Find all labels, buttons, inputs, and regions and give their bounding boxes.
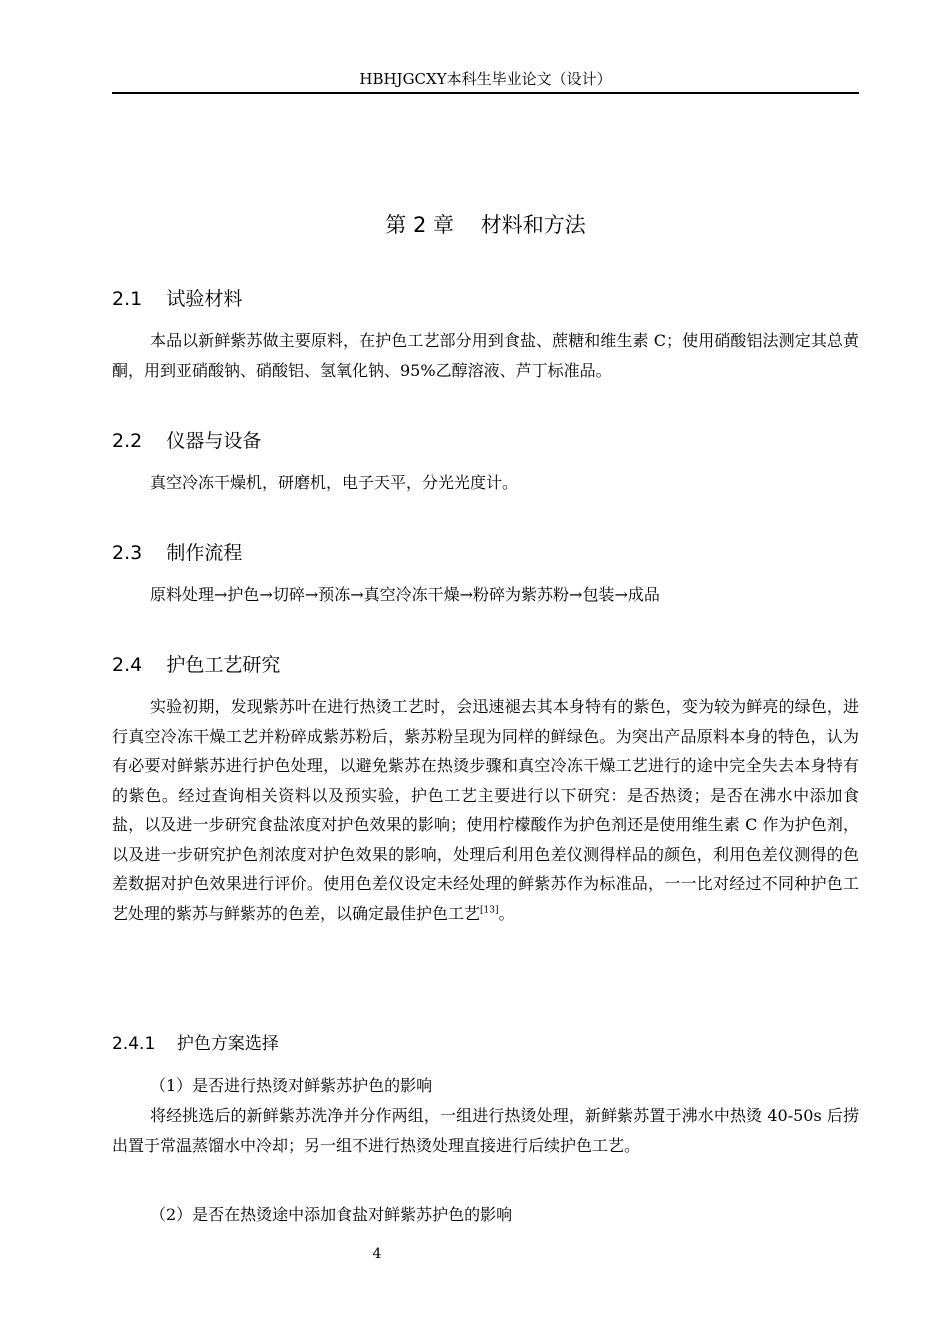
- section-2-2-heading: 2.2 仪器与设备: [112, 430, 262, 452]
- section-2-1-body: 本品以新鲜紫苏做主要原料，在护色工艺部分用到食盐、蔗糖和维生素 C；使用硝酸铝法测定其总黄酮，用到亚硝酸钠、硝酸铝、氢氧化钠、95%乙醇溶液、芦丁标准品。: [112, 331, 859, 380]
- running-header: HBHJGCXY本科生毕业论文（设计）: [359, 70, 612, 88]
- citation-ref: [13]: [480, 905, 499, 916]
- item-1-body: 将经挑选后的新鲜紫苏洗净并分作两组，一组进行热烫处理，新鲜紫苏置于沸水中热烫 40-50s 后捞出置于常温蒸馏水中冷却；另一组不进行热烫处理直接进行后续护色工艺。: [112, 1106, 859, 1155]
- section-2-3-heading: 2.3 制作流程: [112, 542, 243, 564]
- page-number: 4: [372, 1246, 382, 1262]
- section-2-4-body: [112, 692, 859, 928]
- section-2-4-1-heading: 2.4.1 护色方案选择: [112, 1034, 279, 1054]
- item-1-heading: （1）是否进行热烫对鲜紫苏护色的影响: [150, 1076, 433, 1095]
- section-2-2-body: 真空冷冻干燥机，研磨机，电子天平，分光光度计。: [150, 473, 519, 492]
- item-2-heading: （2）是否在热烫途中添加食盐对鲜紫苏护色的影响: [150, 1205, 513, 1224]
- section-2-4-end: 。: [498, 903, 515, 923]
- section-2-4-text: 实验初期，发现紫苏叶在进行热烫工艺时，会迅速褪去其本身特有的紫色，变为较为鲜亮的绿色，进行真空冷冻干燥工艺并粉碎成紫苏粉后，紫苏粉呈现为同样的鲜绿色。为突出产品原料本身的特色，认为有必要对鲜紫苏进行护色处理，以避免紫苏在热烫步骤和真空冷冻干燥工艺进行的途中完全失去本身特有的紫色。经过查询相关资料以及预实验，护色工艺主要进行以下研究：是否热烫；是否在沸水中添加食盐，以及进一步研究食盐浓度对护色效果的影响；使用柠檬酸作为护色剂还是使用维生素 C 作为护色剂，以及进一步研究护色剂浓度对护色效果的影响，处理后利用色差仪测得样品的颜色，利用色差仪测得的色差数据对护色效果进行评价。使用色差仪设定未经处理的鲜紫苏作为标准品，一一比对经过不同种护色工艺处理的紫苏与鲜紫苏的色差，以确定最佳护色工艺: [112, 697, 859, 923]
- chapter-title: 第 2 章 材料和方法: [385, 213, 586, 237]
- section-2-4-heading: 2.4 护色工艺研究: [112, 654, 281, 676]
- section-2-3-body: 原料处理→护色→切碎→预冻→真空冷冻干燥→粉碎为紫苏粉→包装→成品: [150, 585, 660, 604]
- section-2-1-heading: 2.1 试验材料: [112, 288, 243, 310]
- header-rule: [112, 92, 859, 94]
